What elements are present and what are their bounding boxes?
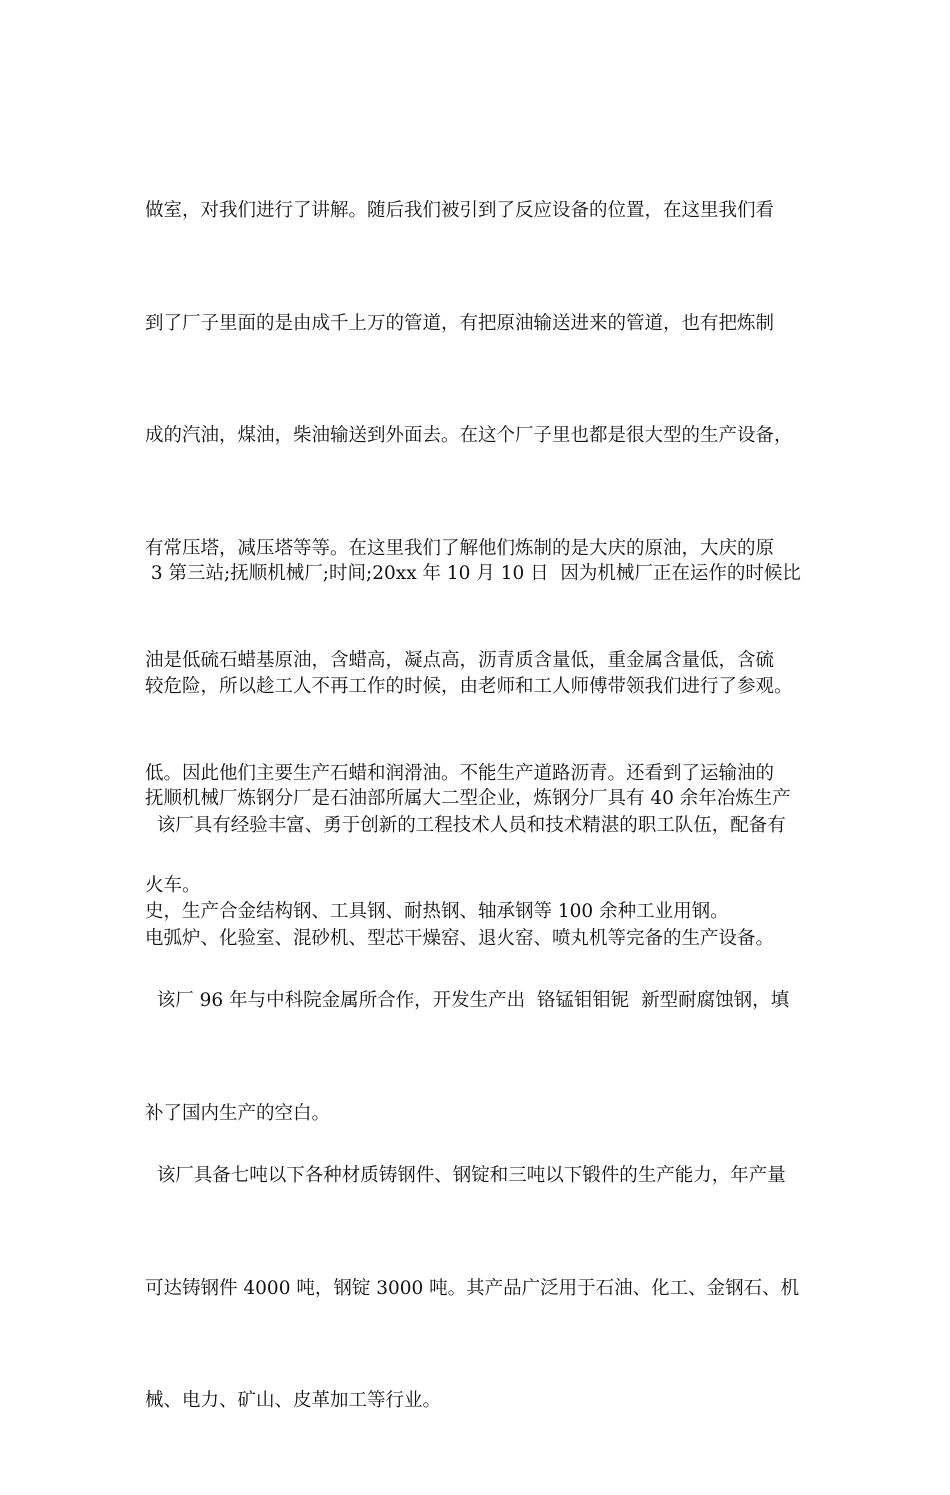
paragraph-production-capacity	[145, 1082, 820, 1495]
text-line: 该厂具备七吨以下各种材质铸钢件、钢锭和三吨以下锻件的生产能力，年产量	[145, 1165, 786, 1186]
text-line: 火车。	[145, 875, 201, 896]
text-line: 械、电力、矿山、皮革加工等行业。	[145, 1390, 442, 1411]
text-line: 该厂 96 年与中科院金属所合作，开发生产出 铬锰钼钼铌 新型耐腐蚀钢，填	[145, 990, 790, 1011]
text-line: 有常压塔，减压塔等等。在这里我们了解他们炼制的是大庆的原油，大庆的原	[145, 537, 775, 559]
text-line: 3 第三站;抚顺机械厂;时间;20xx 年 10 月 10 日 因为机械厂正在运作的时候比	[145, 563, 801, 584]
text-line: 电弧炉、化验室、混砂机、型芯干燥窑、退火窑、喷丸机等完备的生产设备。	[145, 927, 775, 949]
text-line: 低。因此他们主要生产石蜡和润滑油。不能生产道路沥青。还看到了运输油的	[145, 762, 775, 784]
text-line: 成的汽油，煤油，柴油输送到外面去。在这个厂子里也都是很大型的生产设备，	[145, 425, 793, 446]
text-line: 较危险，所以趁工人不再工作的时候，由老师和工人师傅带领我们进行了参观。	[145, 675, 793, 697]
text-line: 补了国内生产的空白。	[145, 1102, 331, 1124]
text-line: 该厂具有经验丰富、勇于创新的工程技术人员和技术精湛的职工队伍，配备有	[145, 815, 786, 836]
text-line: 油是低硫石蜡基原油，含蜡高，凝点高，沥青质含量低，重金属含量低，含硫	[145, 650, 775, 671]
text-line: 到了厂子里面的是由成千上万的管道，有把原油输送进来的管道，也有把炼制	[145, 312, 775, 334]
text-line: 可达铸钢件 4000 吨，钢锭 3000 吨。其产品广泛用于石油、化工、金钢石、机	[145, 1277, 800, 1299]
text-line: 做室，对我们进行了讲解。随后我们被引到了反应设备的位置，在这里我们看	[145, 200, 775, 221]
text-line: 抚顺机械厂炼钢分厂是石油部所属大二型企业，炼钢分厂具有 40 余年冶炼生产	[145, 788, 791, 809]
text-line: 史，生产合金结构钢、工具钢、耐热钢、轴承钢等 100 余种工业用钢。	[145, 900, 729, 922]
